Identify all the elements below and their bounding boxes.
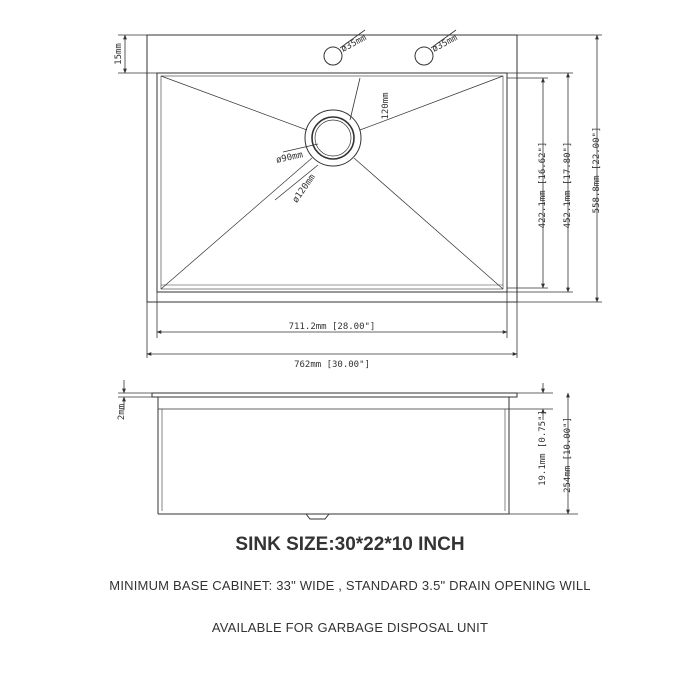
leader-drain-offset bbox=[350, 78, 360, 120]
drain-inner-ring bbox=[312, 117, 354, 159]
dim-label-bowl-length: 422.1mm [16.62"] bbox=[538, 141, 548, 229]
dim-label-drain-inner: ø90mm bbox=[275, 150, 304, 166]
top-view-dimensions bbox=[118, 30, 602, 358]
faucet-hole-right bbox=[415, 47, 433, 65]
dim-label-flange-height: 19.1mm [0.75"] bbox=[538, 410, 548, 486]
cabinet-note-line-2: AVAILABLE FOR GARBAGE DISPOSAL UNIT bbox=[211, 620, 489, 635]
dim-label-inner-length: 452.1mm [17.80"] bbox=[563, 141, 573, 229]
slope-line bbox=[161, 158, 312, 289]
side-rim bbox=[152, 393, 517, 397]
slope-line bbox=[354, 158, 503, 289]
cabinet-note-line-1: MINIMUM BASE CABINET: 33" WIDE , STANDARD 3.5" DRAIN OPENING WILL bbox=[109, 578, 591, 593]
dim-label-outer-length: 558.8mm [22.00"] bbox=[592, 126, 602, 214]
bowl-inner-outline bbox=[161, 76, 503, 289]
side-view bbox=[152, 393, 517, 519]
dim-label-hole-right: ø35mm bbox=[430, 33, 460, 55]
bowl-outline bbox=[157, 73, 507, 292]
dim-label-depth: 254mm [10.00"] bbox=[563, 417, 573, 493]
dim-label-inner-width: 711.2mm [28.00"] bbox=[288, 322, 376, 332]
dim-label-drain-outer: ø120mm bbox=[290, 172, 318, 206]
dim-label-drain-offset: 120mm bbox=[381, 92, 391, 120]
slope-line bbox=[161, 76, 307, 130]
drain-outer-ring bbox=[305, 110, 361, 166]
outer-rim bbox=[147, 35, 517, 302]
dim-label-rim-thickness: 2mm bbox=[117, 403, 127, 421]
drain-hole bbox=[315, 120, 351, 156]
dim-label-outer-width: 762mm [30.00"] bbox=[294, 360, 370, 370]
sink-size-title: SINK SIZE:30*22*10 INCH bbox=[235, 534, 465, 555]
top-view bbox=[147, 35, 517, 302]
dim-label-hole-left: ø35mm bbox=[339, 33, 369, 55]
dim-label-deck-offset: 15mm bbox=[114, 43, 124, 65]
side-drain bbox=[306, 514, 329, 519]
top-view-dimension-labels bbox=[114, 33, 602, 370]
faucet-hole-left bbox=[324, 47, 342, 65]
side-view-dimension-labels bbox=[117, 404, 573, 493]
